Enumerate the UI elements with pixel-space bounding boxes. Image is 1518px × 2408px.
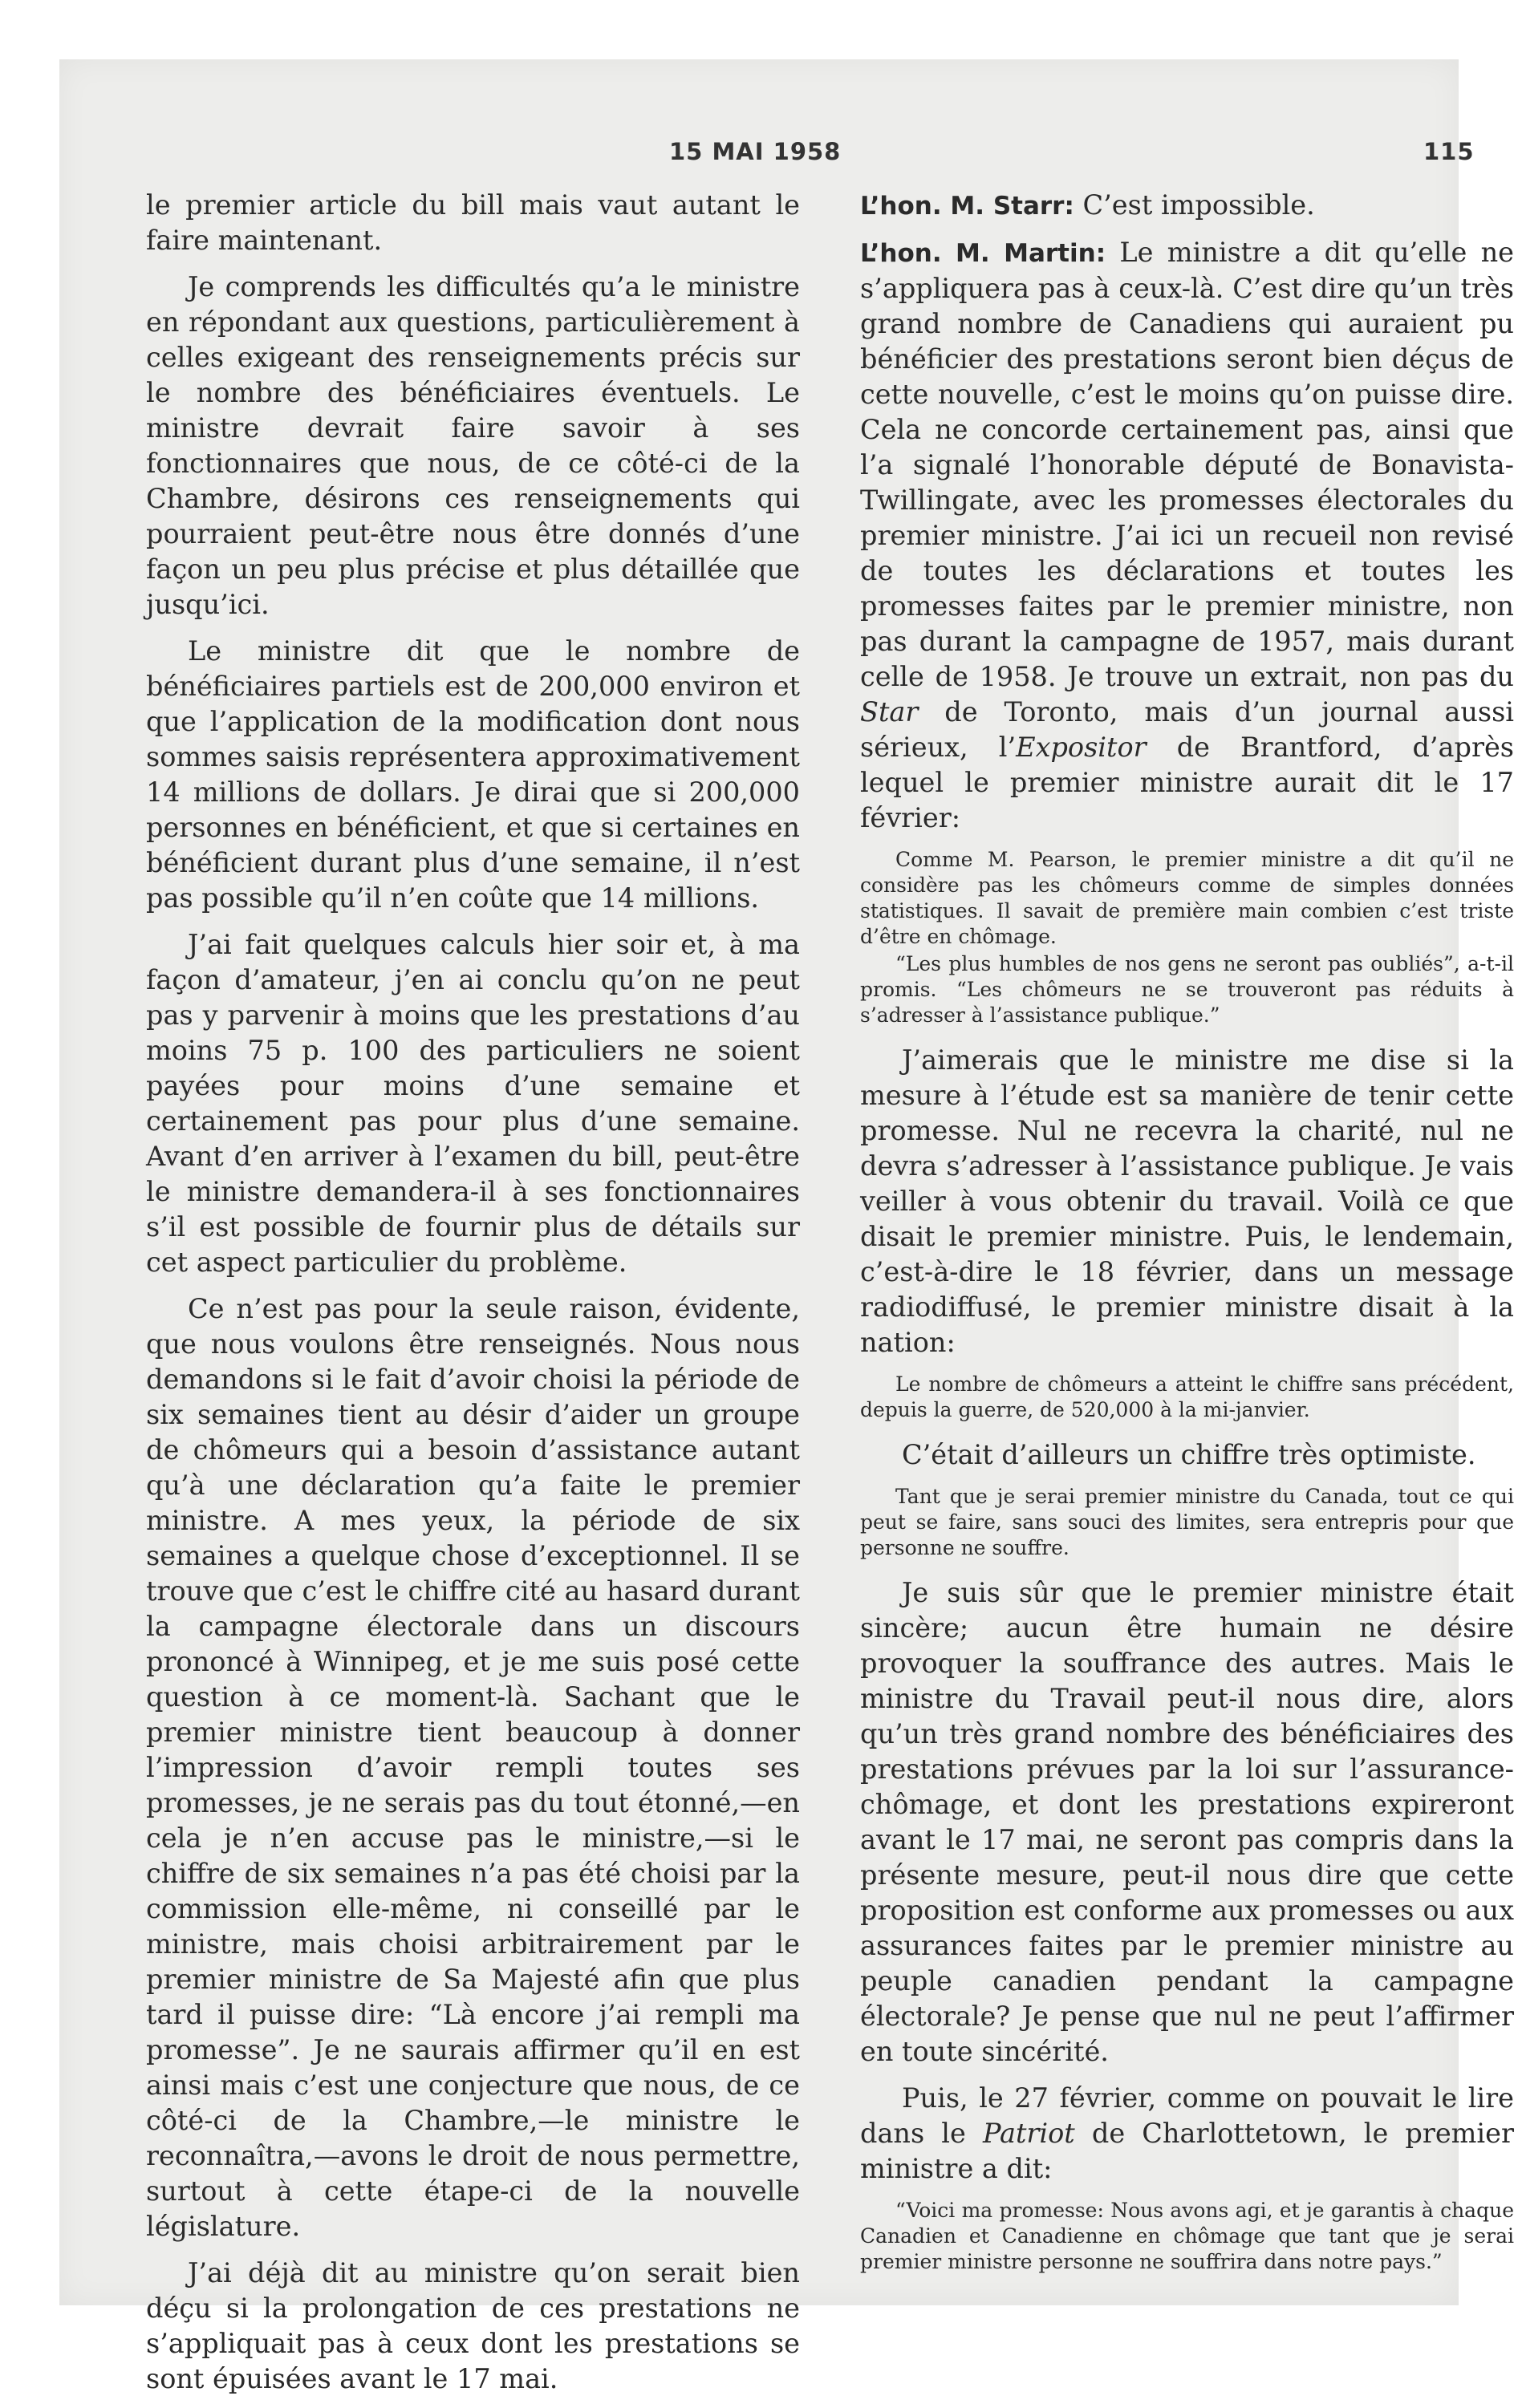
quote-paragraph: Tant que je serai premier ministre du Canada, tout ce qui peut se faire, sans souci des limites, sera entrepris pour que personne ne souffre.	[860, 1485, 1514, 1559]
speaker-name: L’hon. M. Martin:	[860, 239, 1106, 268]
paragraph: Je suis sûr que le premier ministre était sincère; aucun être humain ne désire provoquer la souffrance des autres. Mais le ministre du Travail peut-il nous dire, alors qu’un très grand nombre des bénéficiaires des prestations prévues par la loi sur l’assurance-chômage, et dont les prestations expireront avant le 17 mai, ne seront pas compris dans la présente mesure, peut-il nous dire que cette proposition est conforme aux promesses ou aux assurances faites par le premier ministre au peuple canadien pendant la campagne électorale? Je pense que nul ne peut l’affirmer en toute sincérité.	[860, 1577, 1514, 2067]
speech-text: de Toronto, mais d’un journal aussi sérieux, l’	[860, 696, 1514, 763]
paragraph-text: Puis, le 27 février, comme on pouvait le lire dans le	[860, 2082, 1514, 2149]
page-number: 115	[1423, 138, 1475, 165]
paragraph-text: de Charlottetown, le premier ministre a dit:	[860, 2118, 1514, 2184]
paragraph: J’ai déjà dit au ministre qu’on serait bien déçu si la prolongation de ces prestations ne s’appliquait pas à ceux dont les prestations se sont épuisées avant le 17 mai.	[146, 2257, 800, 2394]
paragraph: Le ministre dit que le nombre de bénéficiaires partiels est de 200,000 environ et que l’application de la modification dont nous sommes saisis représentera approximativement 14 millions de dollars. Je dirai que si 200,000 personnes en bénéficient, et que si certaines en bénéficient durant plus d’une semaine, il n’est pas possible qu’il n’en coûte que 14 millions.	[146, 635, 800, 914]
right-column	[860, 188, 1514, 2289]
newspaper-title: Patriot	[982, 2118, 1075, 2149]
speech-martin	[860, 235, 1514, 836]
block-quote	[860, 1372, 1514, 1423]
paragraph: C’était d’ailleurs un chiffre très optimiste.	[902, 1439, 1476, 1470]
quote-paragraph: “Les plus humbles de nos gens ne seront pas oubliés”, a-t-il promis. “Les chômeurs ne se trouveront pas réduits à s’adresser à l’assistance publique.”	[860, 952, 1514, 1027]
block-quote	[860, 847, 1514, 1028]
running-header	[59, 138, 1475, 178]
paragraph: J’ai fait quelques calculs hier soir et, à ma façon d’amateur, j’en ai conclu qu’on ne peut pas y parvenir à moins que les prestations d’au moins 75 p. 100 des particuliers ne soient payées pour moins d’une semaine et certainement pas pour plus d’une semaine. Avant d’en arriver à l’examen du bill, peut-être le ministre demandera-il à ses fonctionnaires s’il est possible de fournir plus de détails sur cet aspect particulier du problème.	[146, 929, 800, 1278]
newspaper-title: Star	[860, 696, 919, 728]
speech-text: Le ministre a dit qu’elle ne s’appliquera pas à ceux-là. C’est dire qu’un très grand nombre de Canadiens qui auraient pu bénéficier des prestations seront bien déçus de cette nouvelle, c’est le moins qu’on puisse dire. Cela ne concorde certainement pas, ainsi que l’a signalé l’honorable député de Bonavista-Twillingate, avec les promesses électorales du premier ministre. J’ai ici un recueil non revisé de toutes les déclarations et toutes les promesses faites par le premier ministre, non pas durant la campagne de 1957, mais durant celle de 1958. Je trouve un extrait, non pas du	[860, 237, 1515, 692]
left-column	[146, 188, 800, 2408]
block-quote	[860, 1484, 1514, 1561]
page	[59, 59, 1515, 2394]
newspaper-title: Expositor	[1016, 732, 1147, 763]
block-quote	[860, 2198, 1514, 2275]
quote-paragraph: Comme M. Pearson, le premier ministre a dit qu’il ne considère pas les chômeurs comme de simples données statistiques. Il savait de première main combien c’est triste d’être en chômage.	[860, 848, 1514, 948]
paragraph: J’aimerais que le ministre me dise si la mesure à l’étude est sa manière de tenir cette promesse. Nul ne recevra la charité, nul ne devra s’adresser à l’assistance publique. Je vais veiller à vous obtenir du travail. Voilà ce que disait le premier ministre. Puis, le lendemain, c’est-à-dire le 18 février, dans un message radiodiffusé, le premier ministre disait à la nation:	[860, 1044, 1514, 1358]
paragraph: Je comprends les difficultés qu’a le ministre en répondant aux questions, particulièrement à celles exigeant des renseignements précis sur le nombre des bénéficiaires éventuels. Le ministre devrait faire savoir à ses fonctionnaires que nous, de ce côté-ci de la Chambre, désirons ces renseignements qui pourraient peut-être nous être donnés d’une façon un peu plus précise et plus détaillée que jusqu’ici.	[146, 271, 800, 620]
quote-paragraph: “Voici ma promesse: Nous avons agi, et je garantis à chaque Canadien et Canadienne en chômage que tant que je serai premier ministre personne ne souffrira dans notre pays.”	[860, 2199, 1514, 2273]
paragraph: le premier article du bill mais vaut autant le faire maintenant.	[146, 189, 800, 256]
paragraph	[860, 2081, 1514, 2187]
speech-starr	[860, 188, 1514, 224]
quote-paragraph: Le nombre de chômeurs a atteint le chiffre sans précédent, depuis la guerre, de 520,000 à la mi-janvier.	[860, 1372, 1514, 1421]
speech-text: de Brantford, d’après lequel le premier ministre aurait dit le 17 février:	[860, 732, 1514, 833]
paragraph: Ce n’est pas pour la seule raison, évidente, que nous voulons être renseignés. Nous nous demandons si le fait d’avoir choisi la période de six semaines tient au désir d’aider un groupe de chômeurs qui a besoin d’assistance autant qu’à une déclaration qu’a faite le premier ministre. A mes yeux, la période de six semaines a quelque chose d’exceptionnel. Il se trouve que c’est le chiffre cité au hasard durant la campagne électorale dans un discours prononcé à Winnipeg, et je me suis posé cette question à ce moment-là. Sachant que le premier ministre tient beaucoup à donner l’impression d’avoir rempli toutes ses promesses, je ne serais pas du tout étonné,—en cela je n’en accuse pas le ministre,—si le chiffre de six semaines n’a pas été choisi par la commission elle-même, ni conseillé par le ministre, mais choisi arbitrairement par le premier ministre de Sa Majesté afin que plus tard il puisse dire: “Là encore j’ai rempli ma promesse”. Je ne saurais affirmer qu’il en est ainsi mais c’est une conjecture que nous, de ce côté-ci de la Chambre,—le ministre le reconnaîtra,—avons le droit de nous permettre, surtout à cette étape-ci de la nouvelle législature.	[146, 1293, 800, 2242]
speech-text: C’est impossible.	[1082, 189, 1315, 221]
header-date: 15 MAI 1958	[669, 138, 842, 165]
speaker-name: L’hon. M. Starr:	[860, 192, 1074, 221]
